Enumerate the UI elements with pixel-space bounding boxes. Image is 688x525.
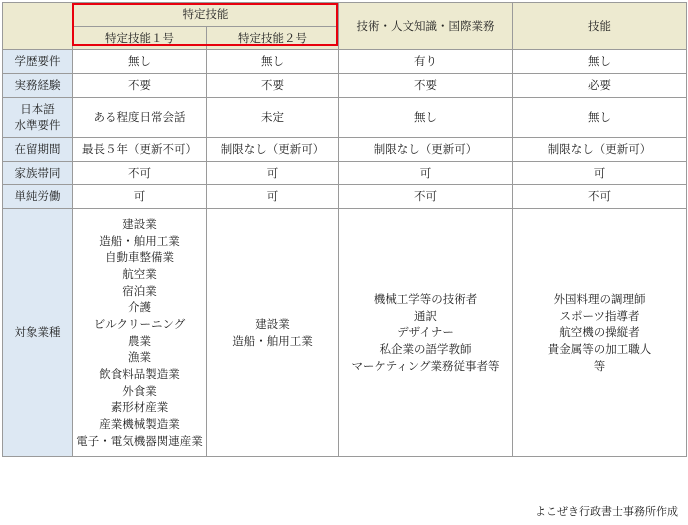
cell-industries-ssw1: 建設業 造船・舶用工業 自動車整備業 航空業 宿泊業 介護 ビルクリーニング 農業 漁業 飲食料品製造業 外食業 素形材産業 産業機械製造業 電子・電気機器関連産業 — [73, 209, 207, 457]
cell-gijinkoku: 不可 — [339, 185, 513, 209]
cell-gijinkoku: 有り — [339, 50, 513, 74]
header-corner-blank — [3, 3, 73, 50]
cell-ssw1: 最長５年（更新不可） — [73, 138, 207, 162]
comparison-table — [2, 2, 687, 457]
table-row — [3, 97, 687, 137]
cell-ssw2: 可 — [207, 185, 339, 209]
cell-ginou: 不可 — [513, 185, 687, 209]
cell-industries-ssw2: 建設業 造船・舶用工業 — [207, 209, 339, 457]
cell-gijinkoku: 制限なし（更新可） — [339, 138, 513, 162]
cell-ginou: 制限なし（更新可） — [513, 138, 687, 162]
header-col-ssw1: 特定技能１号 — [73, 26, 207, 50]
header-col-ginou: 技能 — [513, 3, 687, 50]
row-label: 日本語 水準要件 — [3, 97, 73, 137]
cell-ssw1: 可 — [73, 185, 207, 209]
cell-industries-gijinkoku: 機械工学等の技術者 通訳 デザイナー 私企業の語学教師 マーケティング業務従事者等 — [339, 209, 513, 457]
cell-industries-ginou: 外国料理の調理師 スポーツ指導者 航空機の操縦者 貴金属等の加工職人 等 — [513, 209, 687, 457]
credit-text: よこぜき行政書士事務所作成 — [535, 505, 678, 518]
table-row — [3, 185, 687, 209]
table-row — [3, 74, 687, 98]
row-label: 在留期間 — [3, 138, 73, 162]
header-col-gijinkoku: 技術・人文知識・国際業務 — [339, 3, 513, 50]
cell-ssw1: 無し — [73, 50, 207, 74]
table-row — [3, 50, 687, 74]
cell-ssw1: 不可 — [73, 161, 207, 185]
cell-ssw2: 無し — [207, 50, 339, 74]
header-col-ssw2: 特定技能２号 — [207, 26, 339, 50]
cell-ginou: 無し — [513, 50, 687, 74]
row-label: 実務経験 — [3, 74, 73, 98]
cell-ginou: 無し — [513, 97, 687, 137]
row-label-industries: 対象業種 — [3, 209, 73, 457]
cell-ginou: 必要 — [513, 74, 687, 98]
cell-gijinkoku: 不要 — [339, 74, 513, 98]
row-label: 単純労働 — [3, 185, 73, 209]
table-header-group-row — [3, 3, 687, 27]
table-row-industries — [3, 209, 687, 457]
table-row — [3, 138, 687, 162]
cell-ssw1: 不要 — [73, 74, 207, 98]
row-label: 学歴要件 — [3, 50, 73, 74]
cell-gijinkoku: 無し — [339, 97, 513, 137]
cell-ssw1: ある程度日常会話 — [73, 97, 207, 137]
cell-ssw2: 未定 — [207, 97, 339, 137]
cell-ssw2: 制限なし（更新可） — [207, 138, 339, 162]
header-group-tokutei-ginou: 特定技能 — [73, 3, 339, 27]
cell-ginou: 可 — [513, 161, 687, 185]
cell-ssw2: 可 — [207, 161, 339, 185]
table-row — [3, 161, 687, 185]
cell-gijinkoku: 可 — [339, 161, 513, 185]
row-label: 家族帯同 — [3, 161, 73, 185]
cell-ssw2: 不要 — [207, 74, 339, 98]
